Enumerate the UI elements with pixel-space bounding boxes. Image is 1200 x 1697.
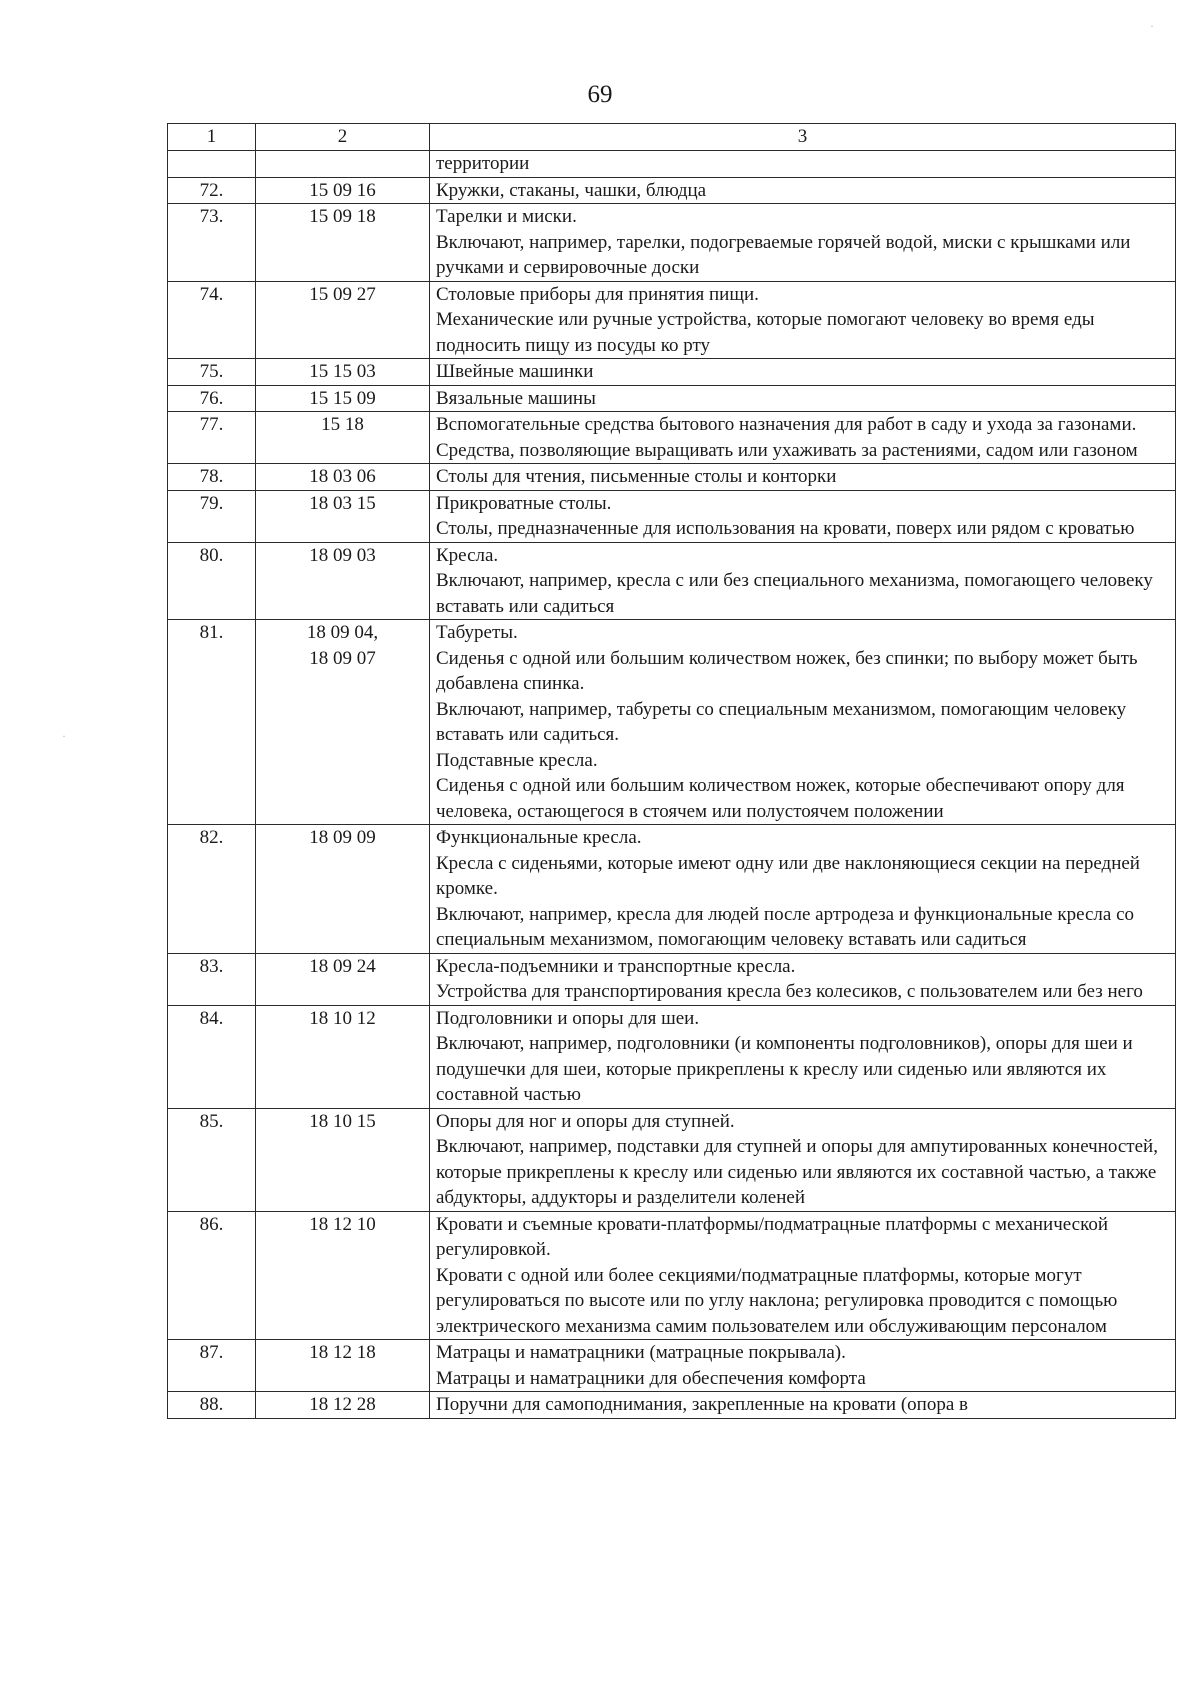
description-cell (430, 620, 1176, 825)
item-title: Швейные машинки (436, 361, 594, 382)
description-cell (430, 1108, 1176, 1211)
classification-code: 18 09 09 (309, 827, 376, 848)
classification-code-cell (256, 1211, 430, 1340)
item-title: Функциональные кресла. (436, 827, 642, 848)
row-number-cell: 87. (168, 1340, 256, 1392)
item-description: Кровати с одной или более секциями/подматрацные платформы, которые могут регулироваться по высоте или по углу наклона; регулировка проводится с помощью электрического механизма самим пользователем или обслуживающим персоналом (436, 1264, 1118, 1337)
table-row (168, 1340, 1176, 1392)
classification-code-cell (256, 359, 430, 386)
table-row (168, 177, 1176, 204)
item-title: территории (436, 153, 530, 174)
item-title: Кружки, стаканы, чашки, блюдца (436, 179, 707, 201)
equipment-table (167, 123, 1176, 1419)
row-number-cell: 74. (168, 281, 256, 359)
row-number-cell: 78. (168, 464, 256, 491)
item-title: Тарелки и миски. (436, 206, 577, 227)
classification-code-cell (256, 1108, 430, 1211)
item-title: Прикроватные столы. (436, 492, 612, 514)
row-number-cell: 76. (168, 385, 256, 412)
classification-code: 18 12 28 (309, 1394, 376, 1415)
table-row (168, 359, 1176, 386)
row-number-cell: 77. (168, 412, 256, 464)
description-cell (430, 490, 1176, 542)
item-title: Матрацы и наматрацники (матрацные покрывала). (436, 1342, 846, 1363)
item-title: Столы для чтения, письменные столы и конторки (436, 466, 837, 487)
classification-code-cell (256, 412, 430, 464)
item-title: Кресла. (436, 544, 499, 566)
stray-mark: · (1150, 19, 1154, 33)
classification-code: 18 10 15 (309, 1110, 376, 1132)
table-row (168, 464, 1176, 491)
description-cell (430, 1392, 1176, 1419)
classification-code-cell (256, 1392, 430, 1419)
description-cell (430, 385, 1176, 412)
table-header-row (168, 124, 1176, 151)
classification-code: 15 09 16 (309, 179, 376, 201)
table-row (168, 825, 1176, 954)
row-number-cell: 86. (168, 1211, 256, 1340)
item-description: Механические или ручные устройства, которые помогают человеку во время еды подносить пищу из посуды ко рту (436, 309, 1095, 356)
item-title: Поручни для самоподнимания, закрепленные на кровати (опора в (436, 1394, 968, 1415)
table-row (168, 620, 1176, 825)
classification-code: 18 12 18 (309, 1342, 376, 1363)
classification-code-cell (256, 620, 430, 825)
classification-code: 18 09 04, (306, 622, 379, 643)
description-cell (430, 953, 1176, 1005)
classification-code: 18 03 15 (309, 492, 376, 514)
classification-code-cell (256, 281, 430, 359)
table-row (168, 151, 1176, 178)
table-row (168, 385, 1176, 412)
description-cell (430, 281, 1176, 359)
row-number-cell: 81. (168, 620, 256, 825)
classification-code: 18 09 07 (309, 647, 376, 669)
classification-code: 15 09 18 (309, 206, 376, 227)
item-description: Включают, например, тарелки, подогреваемые горячей водой, миски с крышками или ручками и сервировочные доски (436, 231, 1131, 278)
item-description: Сиденья с одной или большим количеством ножек, которые обеспечивают опору для человека, остающегося в стоячем или полустоячем положении (436, 775, 1125, 822)
row-number-cell: 75. (168, 359, 256, 386)
classification-code-cell (256, 464, 430, 491)
row-number-cell: 73. (168, 204, 256, 282)
table-row (168, 1108, 1176, 1211)
column-header: 1 (168, 124, 256, 151)
classification-code: 18 12 10 (309, 1213, 376, 1235)
classification-code: 18 09 03 (309, 544, 376, 566)
table-row (168, 204, 1176, 282)
table-row (168, 1005, 1176, 1108)
item-description: Средства, позволяющие выращивать или ухаживать за растениями, садом или газоном (436, 439, 1138, 461)
description-cell (430, 1211, 1176, 1340)
page-number: 69 (587, 81, 613, 108)
classification-code: 15 18 (321, 414, 364, 435)
row-number-cell: 80. (168, 542, 256, 620)
item-description: Включают, например, кресла для людей после артродеза и функциональные кресла со специальным механизмом, помогающим человеку вставать или садиться (436, 903, 1135, 950)
item-title: Табуреты. (436, 622, 518, 643)
row-number-cell: 72. (168, 177, 256, 204)
description-cell (430, 151, 1176, 178)
description-cell (430, 1005, 1176, 1108)
column-header: 2 (256, 124, 430, 151)
row-number-cell: 84. (168, 1005, 256, 1108)
item-description: Кресла с сиденьями, которые имеют одну или две наклоняющиеся секции на передней кромке. (436, 852, 1140, 899)
description-cell (430, 359, 1176, 386)
classification-code-cell (256, 385, 430, 412)
table-row (168, 412, 1176, 464)
classification-code: 18 03 06 (309, 466, 376, 487)
row-number-cell: 83. (168, 953, 256, 1005)
item-description: Включают, например, кресла с или без специального механизма, помогающего человеку вставать или садиться (436, 570, 1153, 617)
description-cell (430, 177, 1176, 204)
classification-code: 15 15 03 (309, 361, 376, 382)
classification-code-cell (256, 825, 430, 954)
table-row (168, 490, 1176, 542)
stray-mark: · (62, 729, 66, 743)
row-number-cell: 88. (168, 1392, 256, 1419)
classification-code: 18 10 12 (309, 1007, 376, 1029)
row-number-cell (168, 151, 256, 178)
classification-code-cell (256, 204, 430, 282)
row-number-cell: 85. (168, 1108, 256, 1211)
description-cell (430, 412, 1176, 464)
table-row (168, 953, 1176, 1005)
table-row (168, 1211, 1176, 1340)
description-cell (430, 825, 1176, 954)
classification-code: 18 09 24 (309, 955, 376, 977)
item-description: Включают, например, табуреты со специальным механизмом, помогающим человеку вставать или садиться. (436, 698, 1127, 745)
item-title: Кресла-подъемники и транспортные кресла. (436, 955, 796, 977)
row-number-cell: 82. (168, 825, 256, 954)
item-title: Столовые приборы для принятия пищи. (436, 283, 759, 305)
classification-code-cell (256, 490, 430, 542)
table-row (168, 281, 1176, 359)
item-description: Включают, например, подставки для ступней и опоры для ампутированных конечностей, которые прикреплены к креслу или сиденью или являются их составной частью, а также абдукторы, аддукторы и разделители коленей (436, 1136, 1158, 1208)
table-row (168, 542, 1176, 620)
item-title: Вспомогательные средства бытового назначения для работ в саду и ухода за газонами. (436, 414, 1137, 435)
item-description: Столы, предназначенные для использования на кровати, поверх или рядом с кроватью (436, 518, 1135, 539)
classification-code-cell (256, 542, 430, 620)
item-title: Кровати и съемные кровати-платформы/подматрацные платформы с механической регулировкой. (436, 1213, 1109, 1260)
classification-code-cell (256, 953, 430, 1005)
classification-code-cell (256, 1340, 430, 1392)
classification-code-cell (256, 1005, 430, 1108)
classification-code: 15 09 27 (309, 283, 376, 305)
classification-code-cell (256, 177, 430, 204)
classification-code-cell (256, 151, 430, 178)
description-cell (430, 204, 1176, 282)
description-cell (430, 1340, 1176, 1392)
classification-code: 15 15 09 (309, 387, 376, 409)
item-description: Подставные кресла. (436, 749, 598, 771)
item-title: Подголовники и опоры для шеи. (436, 1007, 700, 1029)
item-description: Матрацы и наматрацники для обеспечения комфорта (436, 1367, 866, 1389)
description-cell (430, 542, 1176, 620)
item-description: Включают, например, подголовники (и компоненты подголовников), опоры для шеи и подушечки для шеи, которые прикреплены к креслу или сиденью или являются их составной частью (436, 1033, 1133, 1105)
item-title: Вязальные машины (436, 387, 596, 409)
row-number-cell: 79. (168, 490, 256, 542)
item-title: Опоры для ног и опоры для ступней. (436, 1110, 735, 1132)
description-cell (430, 464, 1176, 491)
column-header: 3 (430, 124, 1176, 151)
table-row (168, 1392, 1176, 1419)
table-body (168, 124, 1176, 1419)
item-description: Устройства для транспортирования кресла без колесиков, с пользователем или без него (436, 981, 1143, 1002)
item-description: Сиденья с одной или большим количеством ножек, без спинки; по выбору может быть добавлена спинка. (436, 647, 1138, 694)
